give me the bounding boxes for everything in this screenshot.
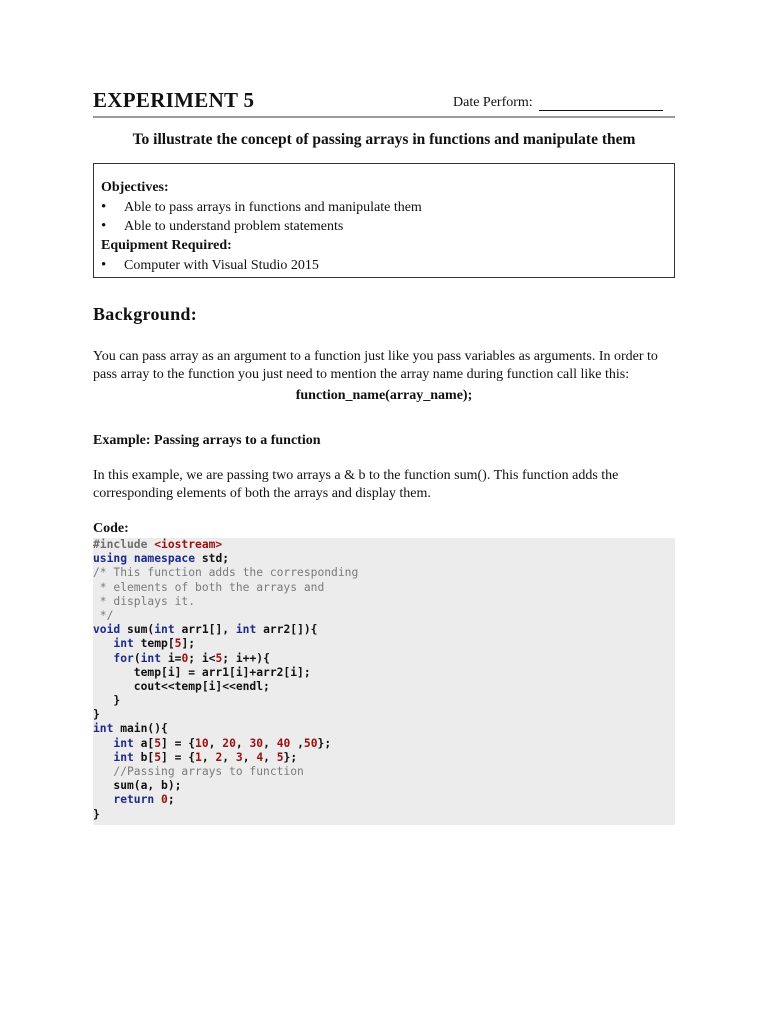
background-paragraph: You can pass array as an argument to a function just like you pass variables as arguments. In order to pass array to the function you just need to mention the array name during function call like this: (93, 349, 658, 382)
code-line: } (93, 708, 100, 722)
experiment-title: EXPERIMENT 5 (93, 88, 255, 112)
code-line: int b[5] = {1, 2, 3, 4, 5}; (113, 750, 298, 764)
code-line: using namespace std; (93, 552, 230, 566)
objective-item: • Able to pass arrays in functions and manipulate them (101, 198, 667, 217)
code-line: int main(){ (93, 722, 168, 736)
equipment-item: • Computer with Visual Studio 2015 (101, 256, 667, 275)
experiment-header (93, 88, 675, 118)
example-paragraph: In this example, we are passing two arrays a & b to the function sum(). This function adds the corresponding elements of both the arrays and display them. (93, 468, 619, 501)
objectives-box (93, 163, 675, 278)
code-line: for(int i=0; i<5; i++){ (113, 651, 270, 665)
code-line: temp[i] = arr1[i]+arr2[i]; (93, 665, 311, 679)
code-block (93, 538, 675, 825)
date-perform-label: Date Perform: (453, 95, 533, 110)
equipment-list (101, 256, 667, 275)
code-line: sum(a, b); (93, 779, 182, 793)
code-label: Code: (93, 521, 129, 536)
code-line: * elements of both the arrays and (93, 580, 325, 594)
code-line: */ (93, 608, 114, 622)
document-page (93, 88, 675, 825)
date-perform (453, 95, 663, 111)
objectives-heading: Objectives: (101, 180, 169, 195)
code-line: /* This function adds the corresponding (93, 566, 359, 580)
experiment-subtitle: To illustrate the concept of passing arrays in functions and manipulate them (132, 131, 636, 148)
objective-item: • Able to understand problem statements (101, 217, 667, 236)
example-heading: Example: Passing arrays to a function (93, 433, 321, 448)
code-line: } (93, 694, 121, 708)
date-blank-line (539, 98, 663, 111)
equipment-heading: Equipment Required: (101, 238, 232, 253)
code-line: int a[5] = {10, 20, 30, 40 ,50}; (113, 736, 332, 750)
code-line: //Passing arrays to function (93, 765, 304, 778)
code-line: cout<<temp[i]<<endl; (93, 679, 270, 693)
background-heading: Background: (93, 304, 197, 324)
code-line: #include <iostream> (93, 538, 223, 551)
code-line: } (93, 807, 100, 821)
code-line: * displays it. (93, 594, 196, 608)
objectives-list (101, 198, 667, 236)
syntax-line: function_name(array_name); (295, 388, 473, 403)
code-line: void sum(int arr1[], int arr2[]){ (93, 623, 318, 637)
code-line: int temp[5]; (113, 637, 196, 651)
code-line: return 0; (113, 793, 175, 807)
